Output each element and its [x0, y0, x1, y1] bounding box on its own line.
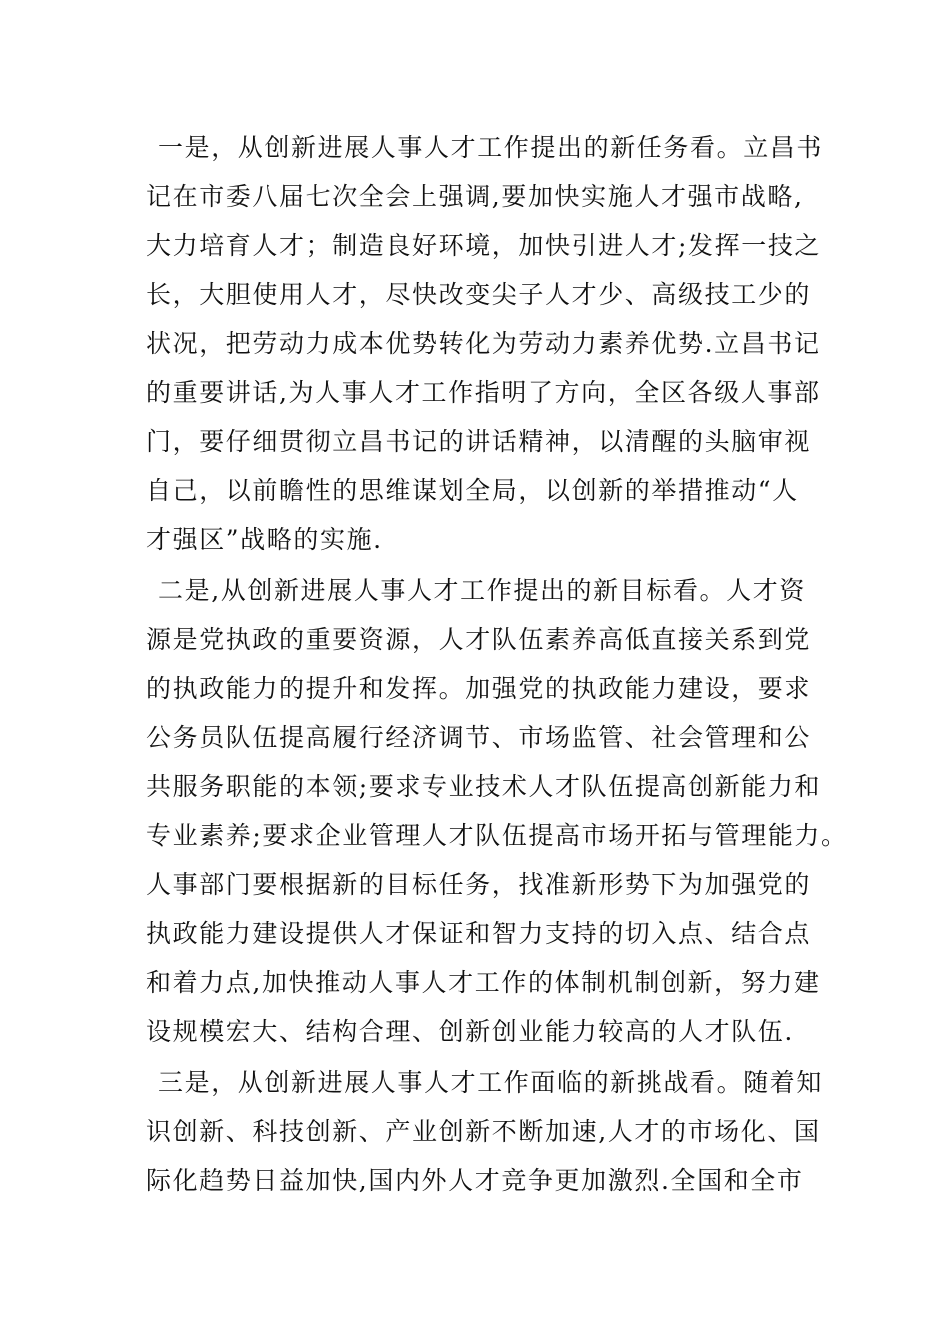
paragraph-3-line-2: 识创新、科技创新、产业创新不断加速,人才的市场化、国 [146, 1117, 821, 1146]
paragraph-1-line-2: 记在市委八届七次全会上强调,要加快实施人才强市战略, [146, 182, 804, 211]
paragraph-3-line-3: 际化趋势日益加快,国内外人才竞争更加激烈.全国和全市 [146, 1166, 804, 1195]
paragraph-3-line-1: 三是，从创新进展人事人才工作面临的新挑战看。随着知 [158, 1068, 824, 1097]
paragraph-1-line-3: 大力培育人才；制造良好环境，加快引进人才;发挥一技之 [146, 231, 822, 260]
paragraph-2-line-3: 的执政能力的提升和发挥。加强党的执政能力建设，要求 [146, 674, 812, 703]
paragraph-2-line-10: 设规模宏大、结构合理、创新创业能力较高的人才队伍. [146, 1017, 794, 1046]
paragraph-1-line-9: 才强区”战略的实施. [146, 525, 383, 554]
paragraph-2-line-2: 源是党执政的重要资源，人才队伍素养高低直接关系到党 [146, 625, 812, 654]
paragraph-1-line-4: 长，大胆使用人才，尽快改变尖子人才少、高级技工少的 [146, 280, 812, 309]
paragraph-2-line-1: 二是,从创新进展人事人才工作提出的新目标看。人才资 [158, 576, 806, 605]
paragraph-1-line-8: 自己，以前瞻性的思维谋划全局，以创新的举措推动“人 [146, 476, 799, 505]
paragraph-1-line-1: 一是，从创新进展人事人才工作提出的新任务看。立昌书 [158, 133, 824, 162]
paragraph-1-line-5: 状况，把劳动力成本优势转化为劳动力素养优势.立昌书记 [146, 329, 821, 358]
paragraph-2-line-7: 人事部门要根据新的目标任务，找准新形势下为加强党的 [146, 870, 812, 899]
paragraph-2-line-8: 执政能力建设提供人才保证和智力支持的切入点、结合点 [146, 919, 812, 948]
paragraph-2-line-6: 专业素养;要求企业管理人才队伍提高市场开拓与管理能力。 [146, 821, 848, 850]
paragraph-1-line-6: 的重要讲话,为人事人才工作指明了方向，全区各级人事部 [146, 378, 821, 407]
paragraph-2-line-5: 共服务职能的本领;要求专业技术人才队伍提高创新能力和 [146, 772, 822, 801]
paragraph-2-line-9: 和着力点,加快推动人事人才工作的体制机制创新，努力建 [146, 968, 821, 997]
paragraph-1-line-7: 门，要仔细贯彻立昌书记的讲话精神，以清醒的头脑审视 [146, 427, 812, 456]
paragraph-2-line-4: 公务员队伍提高履行经济调节、市场监管、社会管理和公 [146, 723, 812, 752]
